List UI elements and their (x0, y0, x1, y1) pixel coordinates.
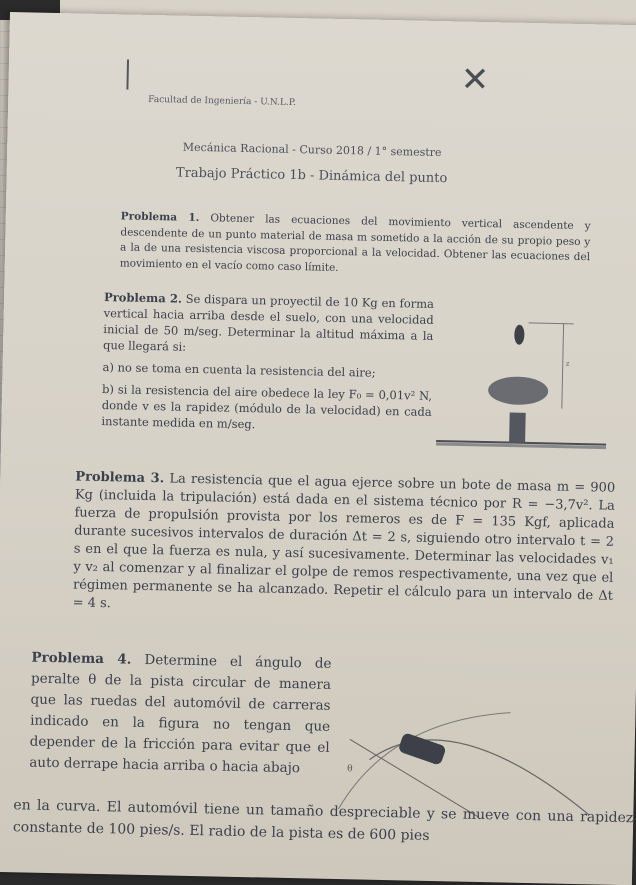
height-dimension-line (562, 324, 564, 409)
problem-1 (120, 209, 591, 281)
cannon-base (509, 413, 526, 443)
bank-angle-label: θ (347, 764, 353, 775)
track-outer-curve (338, 709, 510, 813)
problem-2 (101, 289, 434, 436)
cross-mark-icon: ✕ (460, 59, 490, 101)
problem-1-label: Problema 1. (120, 210, 200, 225)
course-line: Mecánica Racional - Curso 2018 / 1° semestre (182, 140, 442, 160)
projectile-icon (514, 325, 524, 345)
height-reference-top (529, 323, 574, 324)
cannon-muzzle-smoke (488, 376, 549, 405)
problem-4-text: Determine el ángulo de peralte θ de la pista circular de manera que las ruedas del automóvil de carreras indicado en la figura no tengan que depender de la fricción para evitar que el auto derrape hacia arriba o hacia abajo (29, 651, 332, 777)
faculty-header: Facultad de Ingeniería - U.N.L.P. (148, 94, 296, 109)
problem-3-label: Problema 3. (75, 469, 165, 487)
problem-2-option-a: a) no se toma en cuenta la resistencia del aire; (102, 360, 376, 380)
document-page (0, 12, 636, 885)
problem-4-continuation: en la curva. El automóvil tiene un tamaño despreciable y se mueve con una rapidez constante de 100 pies/s. El radio de la pista es de 600 pies (12, 797, 634, 844)
problem-2-label: Problema 2. (103, 290, 183, 306)
race-car-icon (398, 732, 447, 766)
problem-4-label: Problema 4. (31, 649, 132, 668)
projectile-cannon-figure (431, 301, 614, 455)
problem-2-text: Se dispara un proyectil de 10 Kg en forma vertical hacia arriba desde el suelo, con una velocidad inicial de 50 m/seg. Determinar la altitud máxima a la que llegará si: (102, 291, 435, 354)
problem-3 (72, 468, 615, 623)
practice-title: Trabajo Práctico 1b - Dinámica del punto (175, 165, 448, 187)
problem-1-text: Obtener las ecuaciones del movimiento vertical ascendente y descendente de un punto material de masa m sometido a la acción de su propio peso y a la de una resistencia viscosa proporcional a la velocidad. Obtener las ecuaciones del movimiento en el vacío como caso límite. (119, 212, 591, 274)
problem-3-text: La resistencia que el agua ejerce sobre un bote de masa m = 900 Kg (incluida la tripulación) está dada en el sistema técnico por R = −3,7v². La fuerza de propulsión provista por los remeros es de F = 135 Kgf, aplicada durante sucesivos intervalos de duración Δt = 2 s, siguiendo otro intervalo t = 2 s en el que la fuerza es nula, y así sucesivamente. Determinar las velocidades v₁ y v₂ al comenzar y al finalizar el golpe de remos respectivamente, una vez que el régimen permanente se ha alcanzado. Repetir el cálculo para un intervalo de Δt = 4 s. (72, 471, 616, 612)
pen-mark (126, 59, 129, 89)
height-dimension-label: z (565, 359, 570, 368)
problem-2-option-b: b) si la resistencia del aire obedece la ley F₀ = 0,01v² N, donde v es la rapidez (módulo de la velocidad) en cada instante medida en m/seg. (101, 382, 433, 432)
problem-4 (29, 648, 332, 780)
